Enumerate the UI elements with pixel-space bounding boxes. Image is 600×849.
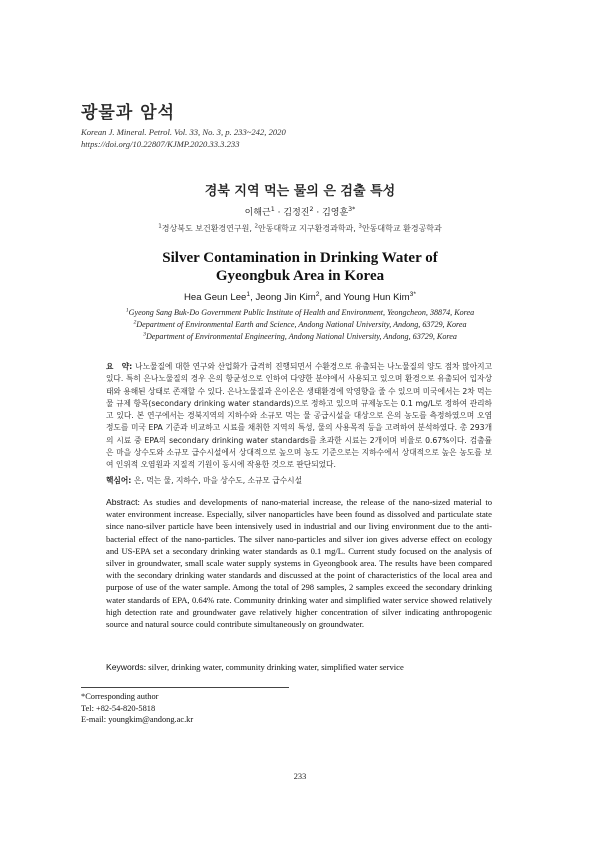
korean-affiliation: 경상북도 보건환경연구원, <box>161 224 255 233</box>
korean-abstract-text: 나노물질에 대한 연구와 산업화가 급격히 진행되면서 수환경으로 유출되는 나노물질의 양도 점차 많아지고 있다. 특히 은나노물질의 경우 은의 항균성으로 인하여 다양한 분야에서 사용되고 있으며 환경으로 유출되어 입자상태와 용해된 상태로 존재할 수 있다. 은나노물질과 은이온은 생태환경에 악영향을 줄 수 있으며 미국에서는 2차 먹는물 규제 항목(secondary drinking water standards)으로 정하고 있으며 규제농도는 0.1 mg/L로 정하여 관리하고 있다. 본 연구에서는 경북지역의 지하수와 소규모 먹는 물 공급시설을 대상으로 은의 농도를 측정하였으며 오염 정도를 미국 EPA 기준과 비교하고 시료를 채취한 지역의 특성, 물의 사용목적 등을 고려하여 분석하였다. 총 293개의 시료 중 EPA의 secondary drinking water standards를 초과한 시료는 2개이며 비율로 0.67%이다. 검출률은 마을 상수도와 소규모 급수시설에서 상대적으로 높으며 농도 기준으로는 지하수에서 상대적으로 높은 농도를 보여 인위적 오염원과 지질적 기원이 동시에 작용한 것으로 판단되었다. <box>106 362 492 470</box>
author-separator: · <box>274 208 284 218</box>
affiliation-text: Department of Environmental Earth and Science, Andong National University, Andong, 63729, Korea <box>136 320 467 329</box>
korean-abstract-label: 요 약: <box>106 362 136 371</box>
affiliation-text: Gyeong Sang Buk-Do Government Public Institute of Health and Environment, Yeongcheon, 38874, Korea <box>128 308 475 317</box>
korean-author-name: 이해근 <box>244 208 271 218</box>
korean-author-name: 김영훈 <box>322 208 349 218</box>
english-author-name: Young Hun Kim <box>343 292 410 303</box>
footnote-divider <box>81 687 289 688</box>
affil-marker: 2 <box>133 319 137 326</box>
korean-affiliation: 안동대학교 지구환경과학과, <box>258 224 359 233</box>
author-separator: · <box>313 208 323 218</box>
english-affiliation <box>0 319 600 331</box>
corresponding-label: *Corresponding author <box>81 692 159 701</box>
author-separator: , <box>250 292 256 303</box>
affil-marker: 3 <box>143 331 146 338</box>
email-address[interactable]: E-mail: youngkim@andong.ac.kr <box>81 715 194 725</box>
english-abstract <box>106 496 492 630</box>
korean-affiliations <box>0 223 600 234</box>
korean-keywords-text: 은, 먹는 물, 지하수, 마을 상수도, 소규모 급수시설 <box>134 476 303 485</box>
english-keywords-label: Keywords <box>106 662 144 672</box>
english-affiliation <box>0 331 600 343</box>
citation-block <box>81 126 286 150</box>
affil-marker: 1 <box>158 223 162 230</box>
korean-keywords-label: 핵심어: <box>106 476 135 485</box>
author-affil-marker: 1 <box>246 290 251 298</box>
english-authors <box>0 292 600 303</box>
english-abstract-label: Abstract <box>106 497 138 507</box>
author-affil-marker: 2 <box>315 290 320 298</box>
english-title-line: Gyeongbuk Area in Korea <box>215 268 385 284</box>
korean-abstract <box>106 361 492 472</box>
english-affiliations <box>0 307 600 343</box>
english-keywords <box>106 662 492 672</box>
english-title <box>0 249 600 285</box>
page-number: 233 <box>293 772 307 781</box>
korean-title: 경북 지역 먹는 물의 은 검출 특성 <box>204 184 396 199</box>
affil-marker: 3 <box>358 223 362 230</box>
english-keywords-text: : silver, drinking water, community drinking water, simplified water service <box>143 662 404 672</box>
korean-authors <box>0 205 600 218</box>
korean-affiliation: 안동대학교 환경공학과 <box>361 224 442 233</box>
english-author-name: Hea Geun Lee <box>183 292 247 303</box>
affil-marker: 2 <box>254 223 258 230</box>
english-abstract-text: : As studies and developments of nano-material increase, the release of the nano-sized material to water environment increase. Especially, silver nanoparticles have been found as dissolved and particulate state since nano-silver particle have been intensively used in industrial and our living environment due to the anti-bacterial effect of the nano-particles. The silver nano-particles and silver ion gives adverse effect on ecology and US-EPA set a secondary drinking water standards as 0.1 mg/L. Current study focused on the analysis of silver in groundwater, small scale water supply systems in Gyeongbook area. The results have been compared with the secondary drinking water standards and discussed at the point of characteristics of the local area and purpose of use of the water sample. Among the total of 298 samples, 2 samples exceed the secondary drinking water standards of EPA, 0.64% rate. Community drinking water and simplified water service showed relatively high detection rate and groundwater gave relatively higher concentration of silver indicating anthropogenic source and natural source could contribute simultaneously on groundwater. <box>106 497 492 630</box>
corresponding-author-footnote <box>81 691 193 726</box>
korean-keywords <box>106 475 492 486</box>
english-title-line: Silver Contamination in Drinking Water of <box>162 250 438 266</box>
citation-line: Korean J. Mineral. Petrol. Vol. 33, No. 3, p. 233~242, 2020 <box>81 127 286 137</box>
author-affil-marker: 1 <box>270 206 275 213</box>
author-affil-marker: 2 <box>309 206 314 213</box>
affil-marker: 1 <box>125 307 129 314</box>
author-affil-marker: 3* <box>348 206 356 213</box>
korean-author-name: 김정진 <box>283 208 310 218</box>
author-separator: , and <box>319 292 344 303</box>
telephone: Tel: +82-54-820-5818 <box>81 703 156 713</box>
english-author-name: Jeong Jin Kim <box>255 292 316 303</box>
journal-title: 광물과 암석 <box>81 103 176 123</box>
doi-link[interactable]: https://doi.org/10.22807/KJMP.2020.33.3.233 <box>81 139 240 149</box>
author-affil-marker: 3* <box>409 290 417 298</box>
english-affiliation <box>0 307 600 319</box>
affiliation-text: Department of Environmental Engineering, Andong National University, Andong, 63729, Korea <box>145 332 457 341</box>
